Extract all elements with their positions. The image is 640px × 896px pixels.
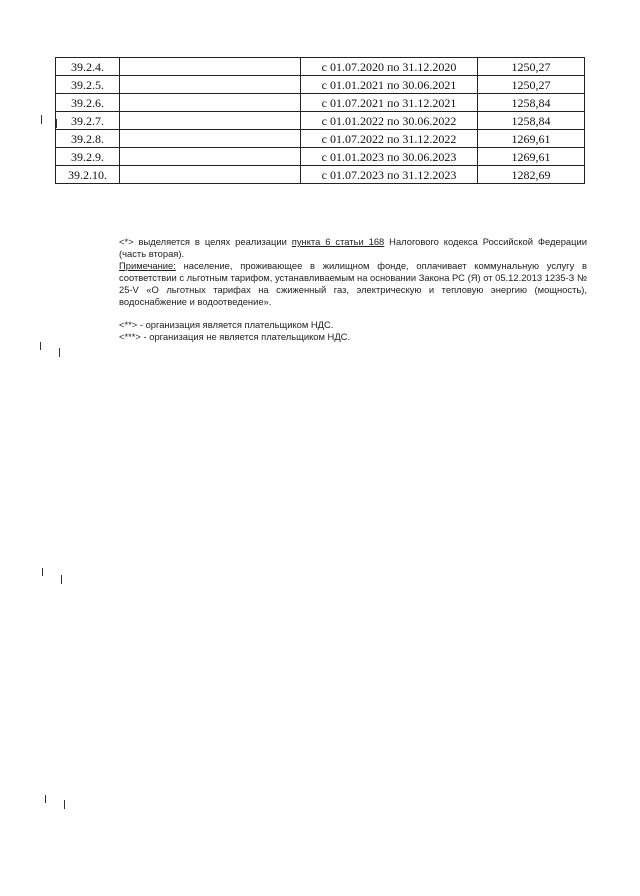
footnote-vat-payer: <**> - организация является плательщиком НДС.: [119, 319, 334, 330]
row-name: [120, 94, 301, 112]
row-period: с 01.07.2021 по 31.12.2021: [301, 94, 478, 112]
row-name: [120, 58, 301, 76]
tariff-table-body: [56, 58, 585, 184]
remark: [119, 260, 587, 308]
footnote-vat-article: [119, 236, 587, 260]
footnote-1-suffix: Налогового кодекса Российской Федерации (часть вторая).: [119, 236, 587, 259]
row-number: 39.2.7.: [56, 112, 120, 130]
table-row: [56, 166, 585, 184]
row-number: 39.2.9.: [56, 148, 120, 166]
scan-mark: [61, 575, 62, 584]
row-tariff-value: 1282,69: [478, 166, 585, 184]
row-period: с 01.01.2021 по 30.06.2021: [301, 76, 478, 94]
row-number: 39.2.4.: [56, 58, 120, 76]
table-row: [56, 112, 585, 130]
row-period: с 01.07.2020 по 31.12.2020: [301, 58, 478, 76]
scan-mark: [59, 348, 60, 357]
scan-mark: [40, 342, 41, 350]
table-row: [56, 76, 585, 94]
row-tariff-value: 1269,61: [478, 130, 585, 148]
table-row: [56, 148, 585, 166]
tariff-table: [55, 57, 585, 184]
row-number: 39.2.5.: [56, 76, 120, 94]
scan-mark: [41, 115, 42, 124]
row-tariff-value: 1258,84: [478, 94, 585, 112]
row-tariff-value: 1258,84: [478, 112, 585, 130]
scan-mark: [64, 800, 65, 809]
row-period: с 01.07.2023 по 31.12.2023: [301, 166, 478, 184]
scan-mark: [45, 795, 46, 803]
remark-label: Примечание:: [119, 260, 176, 271]
row-period: с 01.01.2023 по 30.06.2023: [301, 148, 478, 166]
row-period: с 01.01.2022 по 30.06.2022: [301, 112, 478, 130]
row-period: с 01.07.2022 по 31.12.2022: [301, 130, 478, 148]
row-tariff-value: 1250,27: [478, 58, 585, 76]
footnotes: [119, 236, 587, 343]
scan-mark: [42, 568, 43, 576]
footnote-vat-nonpayer: <***> - организация не является плательщиком НДС.: [119, 331, 351, 342]
row-name: [120, 76, 301, 94]
row-number: 39.2.10.: [56, 166, 120, 184]
table-row: [56, 130, 585, 148]
row-name: [120, 112, 301, 130]
row-name: [120, 148, 301, 166]
scan-mark: [56, 119, 57, 128]
remark-text: население, проживающее в жилищном фонде, оплачивает коммунальную услугу в соответствии с льготным тарифом, устанавливаемым на основании Закона РС (Я) от 05.12.2013 1235-З № 25-V «О льготных тарифах на сжиженный газ, электрическую и тепловую энергию (мощность), водоснабжение и водоотведение».: [119, 260, 587, 307]
row-number: 39.2.8.: [56, 130, 120, 148]
table-row: [56, 58, 585, 76]
row-name: [120, 166, 301, 184]
row-number: 39.2.6.: [56, 94, 120, 112]
row-tariff-value: 1250,27: [478, 76, 585, 94]
tax-code-link[interactable]: пункта 6 статьи 168: [291, 236, 385, 247]
row-name: [120, 130, 301, 148]
row-tariff-value: 1269,61: [478, 148, 585, 166]
footnote-1-prefix: <*> выделяется в целях реализации: [119, 236, 292, 247]
table-row: [56, 94, 585, 112]
